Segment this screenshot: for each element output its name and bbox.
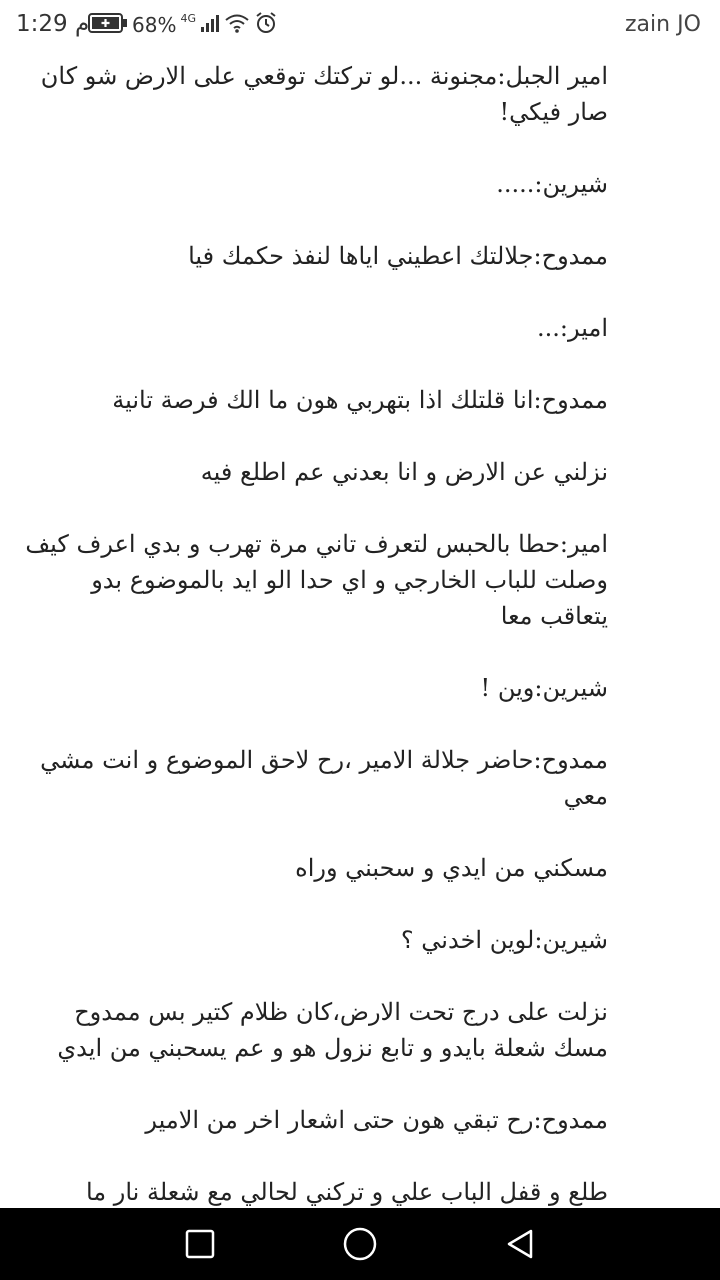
story-paragraph: ممدوح:رح تبقي هون حتى اشعار اخر من الامير bbox=[145, 1106, 608, 1134]
story-paragraph: شيرين:وين ! bbox=[480, 674, 608, 702]
story-text bbox=[0, 50, 720, 1208]
wifi-icon bbox=[224, 12, 250, 38]
navigation-bar bbox=[0, 1208, 720, 1280]
story-paragraph: ممدوح:حاضر جلالة الامير ،رح لاحق الموضوع و انت مشي معي bbox=[40, 746, 608, 810]
story-paragraph: شيرين:لوين اخدني ؟ bbox=[400, 926, 608, 954]
signal-icon bbox=[200, 13, 220, 37]
story-paragraph: نزلت على درج تحت الارض،كان ظلام كتير بس ممدوح مسك شعلة بايدو و تابع نزول هو و عم يسحبني من ايدي bbox=[57, 998, 608, 1062]
story-paragraph: طلع و قفل الباب علي و تركني لحالي مع شعلة نار ما bbox=[85, 1178, 608, 1206]
network-type: 4G bbox=[180, 12, 196, 25]
story-paragraph: امير الجبل:مجنونة ...لو تركتك توقعي على الارض شو كان صار فيكي! bbox=[40, 62, 608, 126]
status-bar bbox=[0, 0, 720, 50]
back-icon[interactable] bbox=[498, 1222, 542, 1266]
story-paragraph: شيرين:..... bbox=[496, 170, 608, 198]
recents-icon[interactable] bbox=[178, 1222, 222, 1266]
battery-saver-icon bbox=[88, 12, 128, 38]
story-paragraph: امير:حطا بالحبس لتعرف تاني مرة تهرب و بدي اعرف كيف وصلت للباب الخارجي و اي حدا الو ايد بالموضوع بدو يتعاقب معا bbox=[25, 530, 608, 630]
story-paragraph: امير:... bbox=[537, 314, 608, 342]
story-paragraph: نزلني عن الارض و انا بعدني عم اطلع فيه bbox=[200, 458, 608, 486]
status-icons bbox=[88, 10, 278, 40]
story-paragraph: ممدوح:جلالتك اعطيني اياها لنفذ حكمك فيا bbox=[188, 242, 608, 270]
story-paragraph: مسكني من ايدي و سحبني وراه bbox=[295, 854, 608, 882]
home-icon[interactable] bbox=[338, 1222, 382, 1266]
carrier-name: zain JO bbox=[625, 12, 701, 37]
story-paragraph: ممدوح:انا قلتلك اذا بتهربي هون ما الك فرصة تانية bbox=[112, 386, 608, 414]
clock: 1:29 م bbox=[16, 11, 90, 37]
alarm-icon bbox=[254, 11, 278, 39]
battery-percent: 68% bbox=[132, 13, 177, 37]
